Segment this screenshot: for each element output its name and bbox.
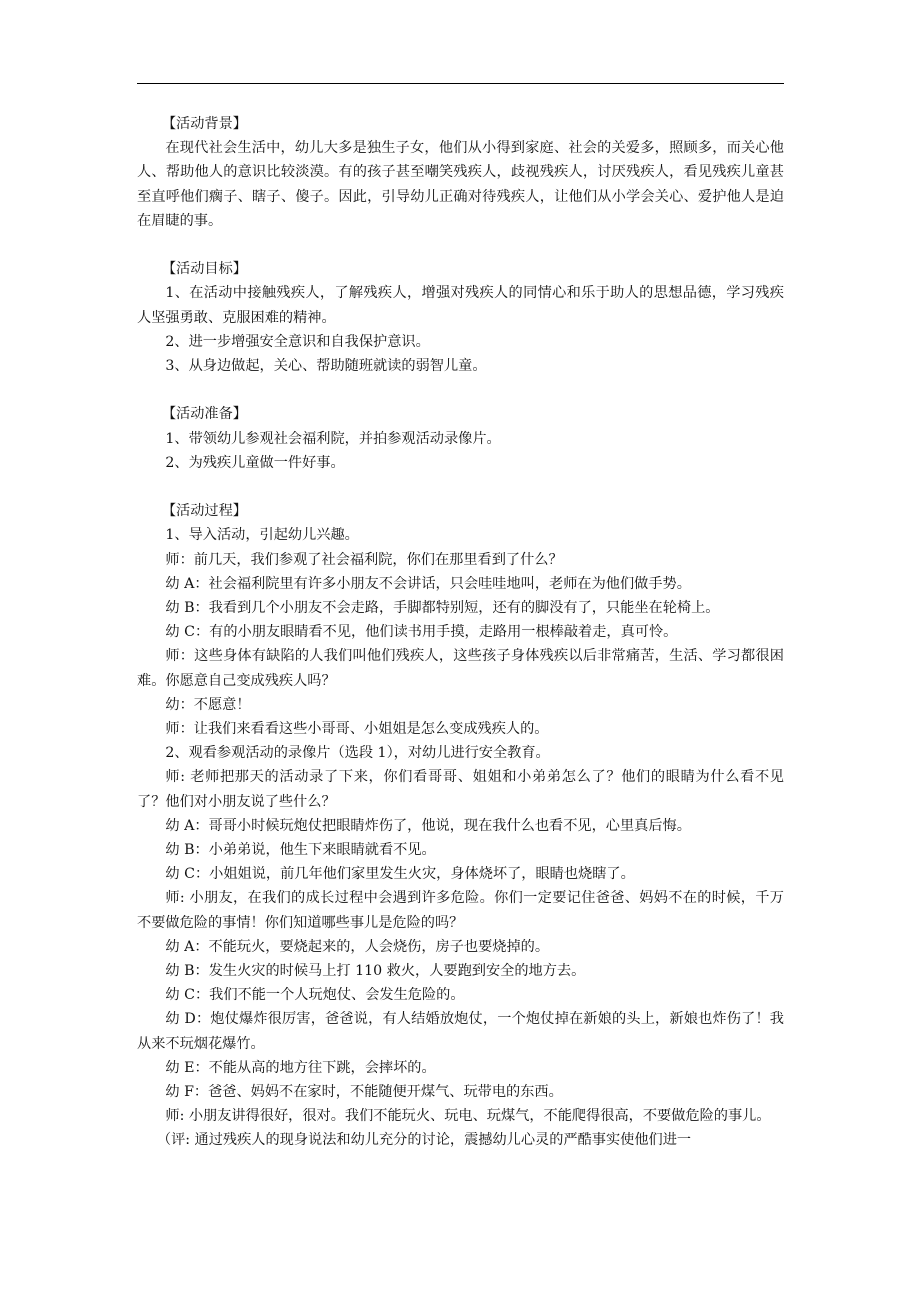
dialogue-line: 幼 B：小弟弟说，他生下来眼睛就看不见。 xyxy=(165,842,436,859)
dialogue-line: 幼 B：发生火灾的时候马上打 110 救火，人要跑到安全的地方去。 xyxy=(165,963,586,980)
section-heading-preparation: 【活动准备】 xyxy=(161,406,247,423)
paragraph: 1、带领幼儿参观社会福利院，并拍参观活动录像片。 xyxy=(165,430,501,447)
header-rule xyxy=(137,83,784,84)
dialogue-line: 师：前几天，我们参观了社会福利院，你们在那里看到了什么？ xyxy=(165,551,563,568)
dialogue-line: 幼：不愿意！ xyxy=(165,696,251,713)
dialogue-line: 幼 C：有的小朋友眼睛看不见，他们读书用手摸，走路用一根棒敲着走，真可怜。 xyxy=(165,624,678,641)
dialogue-line: 幼 B：我看到几个小朋友不会走路，手脚都特别短，还有的脚没有了，只能坐在轮椅上。 xyxy=(165,600,720,617)
dialogue-line: 幼 A：社会福利院里有许多小朋友不会讲话，只会哇哇地叫，老师在为他们做手势。 xyxy=(165,575,691,592)
dialogue-line: 幼 D：炮仗爆炸很厉害，爸爸说，有人结婚放炮仗，一个炮仗掉在新娘的头上，新娘也炸伤了！我从来不玩烟花爆竹。 xyxy=(137,1011,784,1052)
paragraph: 在现代社会生活中，幼儿大多是独生子女，他们从小得到家庭、社会的关爱多，照顾多，而关心他人、帮助他人的意识比较淡漠。有的孩子甚至嘲笑残疾人，歧视残疾人，讨厌残疾人，看见残疾儿童甚至直呼他们瘸子、瞎子、傻子。因此，引导幼儿正确对待残疾人，让他们从小学会关心、爱护他人是迫在眉睫的事。 xyxy=(137,140,784,229)
dialogue-line: 幼 C：小姐姐说，前几年他们家里发生火灾，身体烧坏了，眼睛也烧瞎了。 xyxy=(165,866,635,883)
dialogue-line: 师: 老师把那天的活动录了下来，你们看哥哥、姐姐和小弟弟怎么了？他们的眼睛为什么看不见了？他们对小朋友说了些什么？ xyxy=(137,769,784,810)
section-gap xyxy=(137,233,784,257)
section-heading-background: 【活动背景】 xyxy=(161,116,247,132)
dialogue-line: 幼 A：哥哥小时候玩炮仗把眼睛炸伤了，他说，现在我什么也看不见，心里真后悔。 xyxy=(165,817,691,834)
dialogue-line: 师: 小朋友讲得很好，很对。我们不能玩火、玩电、玩煤气，不能爬得很高，不要做危险的事儿。 xyxy=(165,1108,771,1125)
dialogue-line: 幼 E：不能从高的地方往下跳，会摔坏的。 xyxy=(165,1059,436,1076)
paragraph: 2、为残疾儿童做一件好事。 xyxy=(165,454,345,471)
paragraph: 3、从身边做起，关心、帮助随班就读的弱智儿童。 xyxy=(165,358,487,375)
dialogue-line: 师：让我们来看看这些小哥哥、小姐姐是怎么变成残疾人的。 xyxy=(165,721,549,738)
dialogue-line: 师: 小朋友，在我们的成长过程中会遇到许多危险。你们一定要记住爸爸、妈妈不在的时候，千万不要做危险的事情！你们知道哪些事儿是危险的吗？ xyxy=(137,890,784,931)
paragraph: 1、导入活动，引起幼儿兴趣。 xyxy=(165,527,359,544)
paragraph: 2、观看参观活动的录像片（选段 1），对幼儿进行安全教育。 xyxy=(165,745,550,762)
section-gap xyxy=(137,475,784,499)
dialogue-line: 幼 A：不能玩火，要烧起来的，人会烧伤，房子也要烧掉的。 xyxy=(165,938,550,955)
dialogue-line: 幼 F：爸爸、妈妈不在家时，不能随便开煤气、玩带电的东西。 xyxy=(165,1084,563,1101)
document-body xyxy=(137,112,784,1153)
section-heading-goals: 【活动目标】 xyxy=(161,261,247,278)
paragraph: 1、在活动中接触残疾人，了解残疾人，增强对残疾人的同情心和乐于助人的思想品德，学习残疾人坚强勇敢、克服困难的精神。 xyxy=(137,285,784,326)
dialogue-line: 幼 C：我们不能一个人玩炮仗、会发生危险的。 xyxy=(165,987,465,1004)
section-heading-process: 【活动过程】 xyxy=(161,503,247,520)
commentary-line: （评: 通过残疾人的现身说法和幼儿充分的讨论，震撼幼儿心灵的严酷事实使他们进一 xyxy=(156,1132,692,1149)
dialogue-line: 师：这些身体有缺陷的人我们叫他们残疾人，这些孩子身体残疾以后非常痛苦，生活、学习都很困难。你愿意自己变成残疾人吗？ xyxy=(137,648,784,689)
paragraph: 2、进一步增强安全意识和自我保护意识。 xyxy=(165,333,430,350)
section-gap xyxy=(137,378,784,402)
